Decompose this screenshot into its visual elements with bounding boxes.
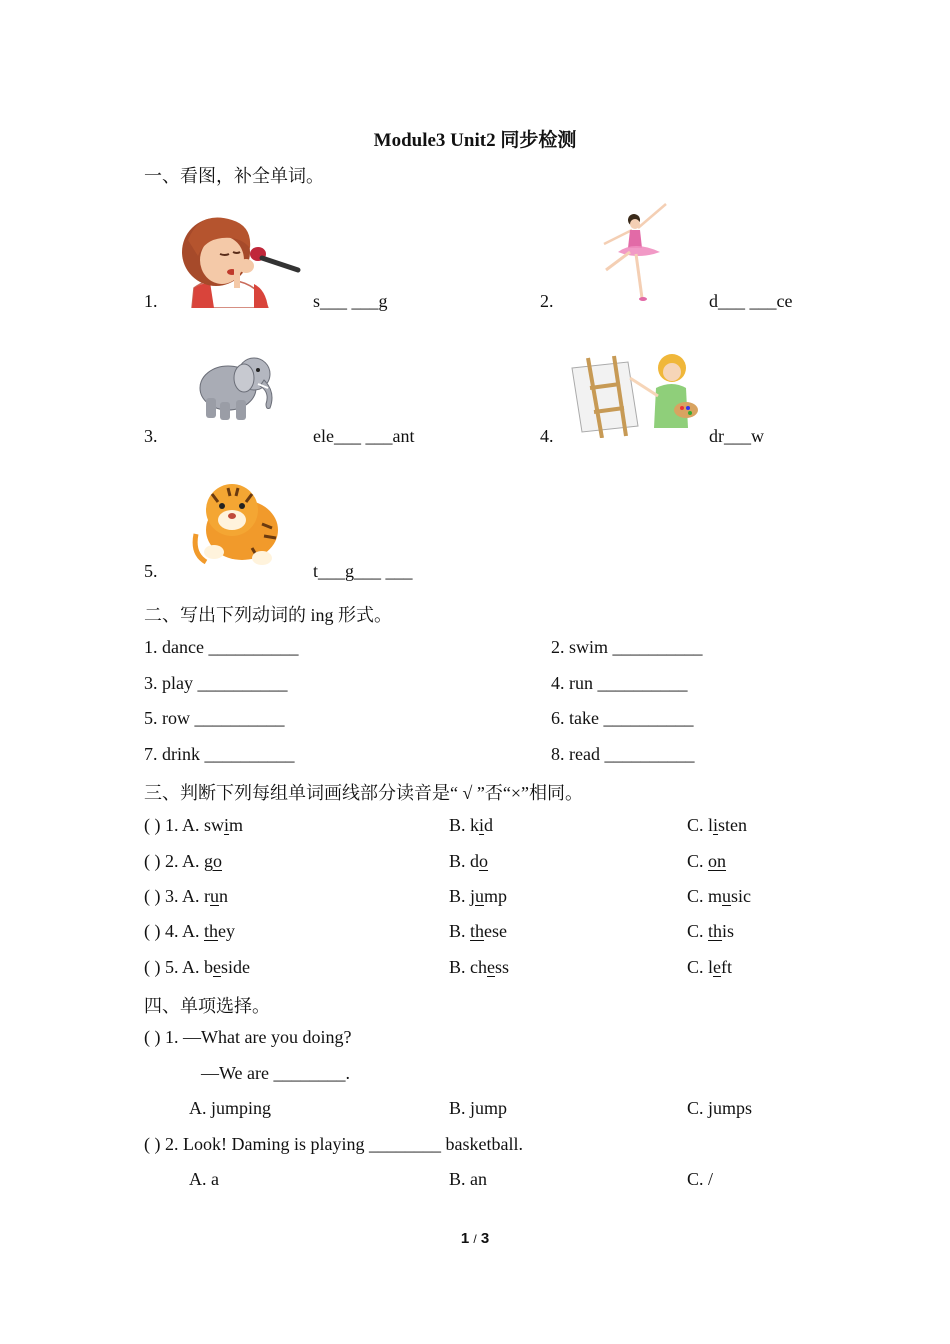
item4-word: dr___w xyxy=(709,426,764,446)
choice-q1-question: ( ) 1. —What are you doing? xyxy=(144,1027,352,1047)
ing-item-8: 8. read __________ xyxy=(551,744,695,764)
choice-q1-reply: —We are ________. xyxy=(201,1063,351,1083)
ballerina-image xyxy=(598,200,670,302)
item1-word: s___ ___g xyxy=(313,291,388,311)
choice-q1-option-c: C. jumps xyxy=(687,1098,753,1118)
girl-painting-image xyxy=(568,348,700,438)
phonics-row-5-c: C. left xyxy=(687,957,733,977)
choice-q2-question: ( ) 2. Look! Daming is playing ________ basketball. xyxy=(144,1134,523,1154)
choice-q1-option-b: B. jump xyxy=(449,1098,508,1118)
page-title: Module3 Unit2 同步检测 xyxy=(373,130,577,151)
ing-item-6: 6. take __________ xyxy=(551,708,694,728)
item1-number: 1. xyxy=(144,291,158,311)
phonics-row-5-a: ( ) 5. A. beside xyxy=(144,957,250,977)
phonics-row-2-c: C. on xyxy=(687,851,727,871)
ing-item-7: 7. drink __________ xyxy=(144,744,295,764)
item3-number: 3. xyxy=(144,426,158,446)
choice-q1-option-a: A. jumping xyxy=(189,1098,272,1118)
tiger-image xyxy=(192,474,284,570)
phonics-row-4-a: ( ) 4. A. they xyxy=(144,921,236,941)
phonics-row-2-b: B. do xyxy=(449,851,489,871)
phonics-row-3-c: C. music xyxy=(687,886,752,906)
phonics-row-1-b: B. kid xyxy=(449,815,494,835)
choice-q2-option-b: B. an xyxy=(449,1169,487,1189)
ing-item-4: 4. run __________ xyxy=(551,673,688,693)
ing-item-3: 3. play __________ xyxy=(144,673,288,693)
item3-word: ele___ ___ant xyxy=(313,426,415,446)
phonics-row-4-b: B. these xyxy=(449,921,508,941)
phonics-row-5-b: B. chess xyxy=(449,957,510,977)
section4-heading: 四、单项选择。 xyxy=(144,996,270,1016)
phonics-row-4-c: C. this xyxy=(687,921,735,941)
elephant-image xyxy=(196,348,280,424)
item2-number: 2. xyxy=(540,291,554,311)
phonics-row-3-b: B. jump xyxy=(449,886,508,906)
phonics-row-1-c: C. listen xyxy=(687,815,748,835)
choice-q2-option-a: A. a xyxy=(189,1169,219,1189)
section3-heading: 三、判断下列每组单词画线部分读音是“ √ ”否“×”相同。 xyxy=(144,783,583,803)
ing-item-5: 5. row __________ xyxy=(144,708,285,728)
page-number: 1 / 3 xyxy=(460,1230,490,1247)
item5-number: 5. xyxy=(144,561,158,581)
phonics-row-2-a: ( ) 2. A. go xyxy=(144,851,222,871)
phonics-row-3-a: ( ) 3. A. run xyxy=(144,886,228,906)
item4-number: 4. xyxy=(540,426,554,446)
item5-word: t___g___ ___ xyxy=(313,561,413,581)
phonics-row-1-a: ( ) 1. A. swim xyxy=(144,815,244,835)
choice-q2-option-c: C. / xyxy=(687,1169,714,1189)
girl-singing-image xyxy=(170,210,305,308)
section1-heading: 一、看图，补全单词。 xyxy=(144,166,324,186)
ing-item-2: 2. swim __________ xyxy=(551,637,703,657)
ing-item-1: 1. dance __________ xyxy=(144,637,299,657)
item2-word: d___ ___ce xyxy=(709,291,793,311)
section2-heading: 二、写出下列动词的 ing 形式。 xyxy=(144,605,392,625)
